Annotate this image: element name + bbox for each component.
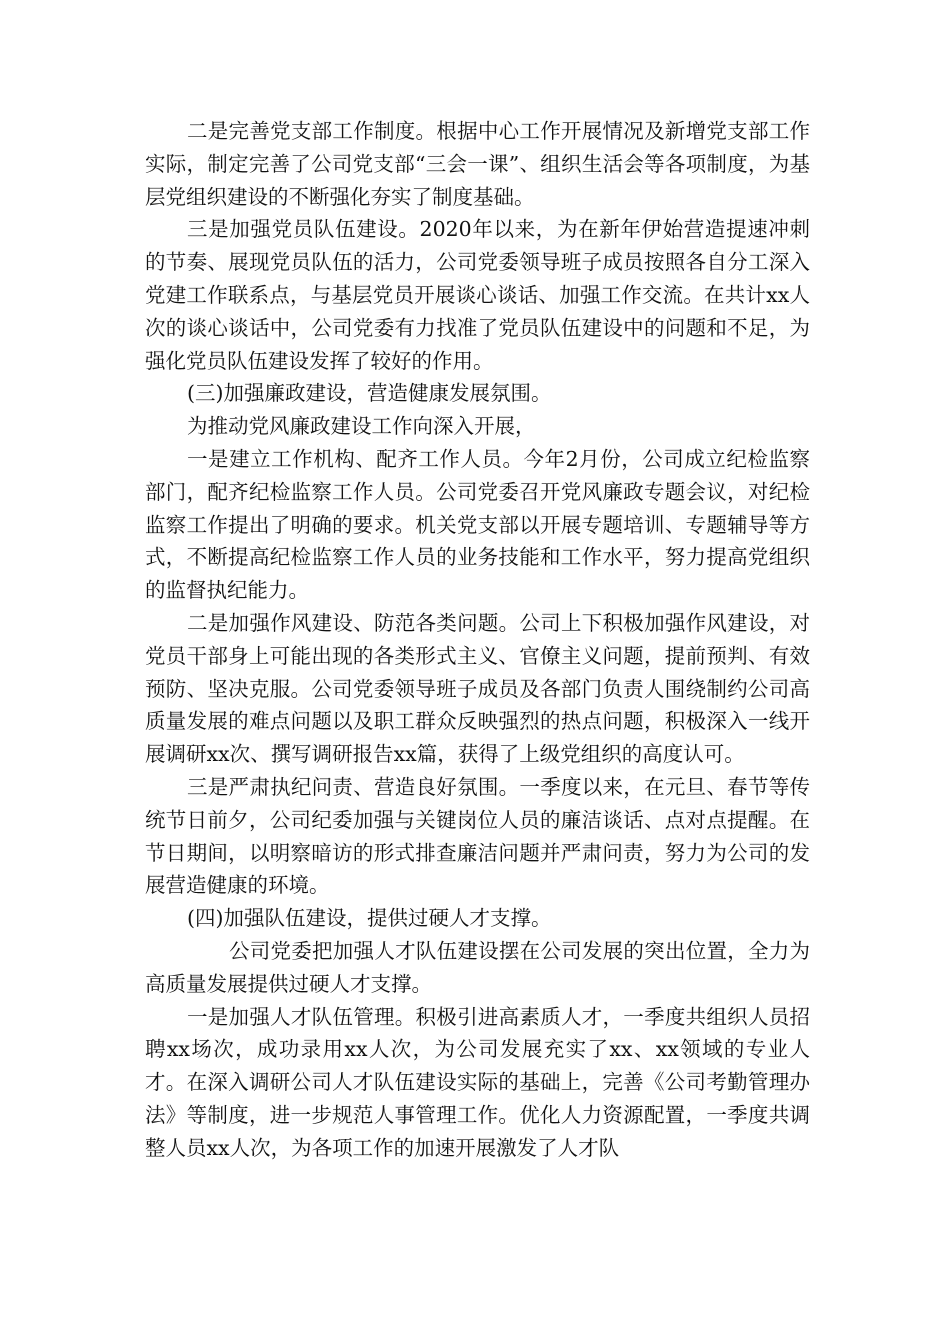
paragraph-talent-intro: 公司党委把加强人才队伍建设摆在公司发展的突出位置，全力为高质量发展提供过硬人才支撑。 — [145, 938, 810, 996]
paragraph-party-member-team: 三是加强党员队伍建设。2020年以来，为在新年伊始营造提速冲刺的节奏、展现党员队伍的活力，公司党委领导班子成员按照各自分工深入党建工作联系点，与基层党员开展谈心谈话、加强工作交流。在共计xx人次的谈心谈话中，公司党委有力找准了党员队伍建设中的问题和不足，为强化党员队伍建设发挥了较好的作用。 — [145, 217, 810, 373]
paragraph-discipline: 三是严肃执纪问责、营造良好氛围。一季度以来，在元旦、春节等传统节日前夕，公司纪委加强与关键岗位人员的廉洁谈话、点对点提醒。在节日期间，以明察暗访的形式排查廉洁问题并严肃问责，努力为公司的发展营造健康的环境。 — [145, 774, 810, 898]
paragraph-integrity-intro: 为推动党风廉政建设工作向深入开展， — [187, 414, 536, 439]
paragraph-talent-management: 一是加强人才队伍管理。积极引进高素质人才，一季度共组织人员招聘xx场次，成功录用xx人次，为公司发展充实了xx、xx领域的专业人才。在深入调研公司人才队伍建设实际的基础上，完善《公司考勤管理办法》等制度，进一步规范人事管理工作。优化人力资源配置，一季度共调整人员xx人次，为各项工作的加速开展激发了人才队 — [145, 1004, 810, 1160]
section-heading-team-building: (四)加强队伍建设，提供过硬人才支撑。 — [187, 906, 552, 931]
section-heading-integrity: (三)加强廉政建设，营造健康发展氛围。 — [187, 381, 552, 406]
document-body — [145, 115, 810, 1165]
paragraph-work-style: 二是加强作风建设、防范各类问题。公司上下积极加强作风建设，对党员干部身上可能出现的各类形式主义、官僚主义问题，提前预判、有效预防、坚决克服。公司党委领导班子成员及各部门负责人围绕制约公司高质量发展的难点问题以及职工群众反映强烈的热点问题，积极深入一线开展调研xx次、撰写调研报告xx篇，获得了上级党组织的高度认可。 — [145, 610, 810, 767]
paragraph-work-organization: 一是建立工作机构、配齐工作人员。今年2月份，公司成立纪检监察部门，配齐纪检监察工作人员。公司党委召开党风廉政专题会议，对纪检监察工作提出了明确的要求。机关党支部以开展专题培训、专题辅导等方式，不断提高纪检监察工作人员的业务技能和工作水平，努力提高党组织的监督执纪能力。 — [145, 446, 810, 603]
paragraph-party-branch-system: 二是完善党支部工作制度。根据中心工作开展情况及新增党支部工作实际，制定完善了公司党支部“三会一课”、组织生活会等各项制度，为基层党组织建设的不断强化夯实了制度基础。 — [145, 119, 810, 209]
